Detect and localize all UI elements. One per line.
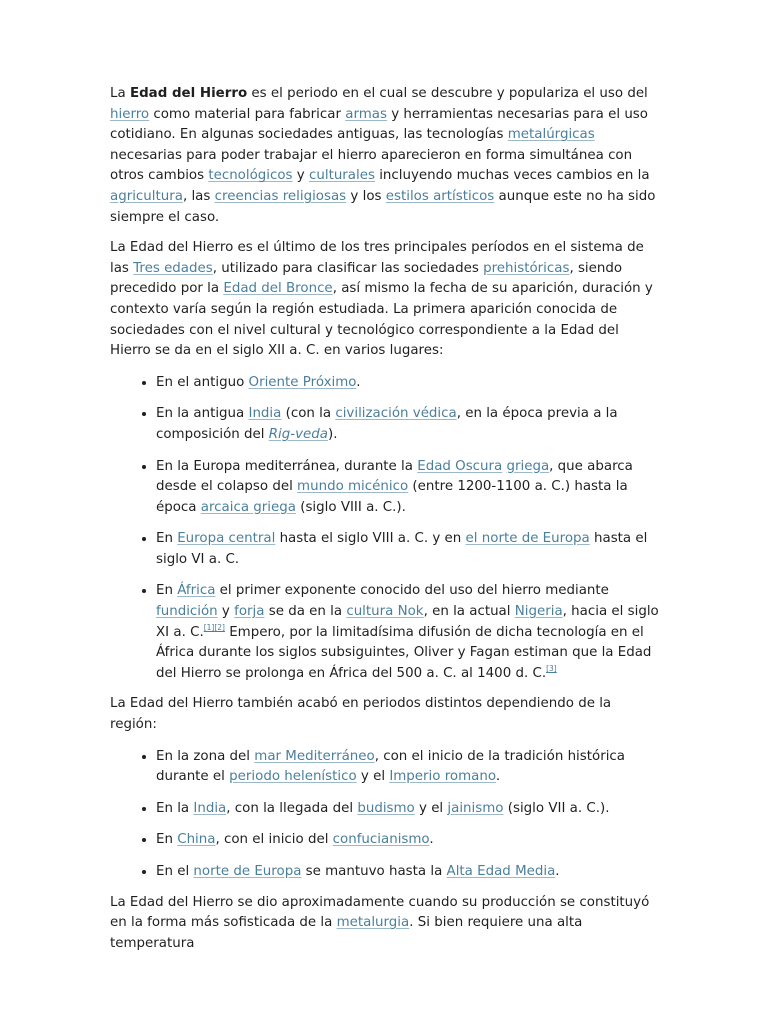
link-prehistoricas[interactable]: prehistóricas — [483, 260, 570, 276]
link-mar-mediterraneo[interactable]: mar Mediterráneo — [254, 748, 375, 764]
end-periods-paragraph: La Edad del Hierro también acabó en periodos distintos dependiendo de la región: — [110, 696, 612, 733]
text: En el antiguo — [156, 374, 249, 390]
text: hasta el siglo VIII a. C. y en — [275, 531, 466, 547]
link-forja[interactable]: forja — [234, 604, 265, 620]
text: hasta el siglo VI a. C. — [156, 531, 648, 567]
link-armas[interactable]: armas — [345, 106, 387, 122]
reference-superscript — [204, 623, 225, 632]
list-item — [156, 829, 662, 851]
text: La — [110, 86, 130, 101]
text: incluyendo muchas veces cambios en la — [374, 168, 650, 184]
list-item — [156, 580, 662, 684]
text: ). — [327, 426, 338, 442]
link-oriente-proximo[interactable]: Oriente Próximo — [248, 374, 357, 390]
link-metalurgia[interactable]: metalurgia — [336, 915, 410, 931]
text: Empero, por la limitadísima difusión de dicha tecnología en el África durante los siglos subsiguintes, Oliver y Fagan estiman que la Edad del Hierro se prolonga en África del 500 a. C. al 1400 d. C. — [156, 624, 652, 681]
link-estilos-artisticos[interactable]: estilos artísticos — [385, 188, 495, 204]
text: . — [555, 864, 560, 879]
text: aunque este no ha sido siempre el caso. — [110, 188, 656, 225]
link-griega[interactable]: griega — [506, 458, 550, 474]
link-edad-oscura[interactable]: Edad Oscura — [417, 458, 503, 474]
link-cultura-nok[interactable]: cultura Nok — [346, 604, 424, 620]
text: y los — [346, 188, 386, 204]
link-fundicion[interactable]: fundición — [156, 604, 218, 620]
link-hierro[interactable]: hierro — [110, 106, 150, 122]
link-norte-de-europa[interactable]: el norte de Europa — [465, 531, 590, 547]
link-culturales[interactable]: culturales — [309, 168, 375, 184]
text: En la — [156, 800, 194, 816]
text: , que abarca desde el colapso del — [156, 458, 633, 495]
link-periodo-helenistico[interactable]: periodo helenístico — [229, 769, 357, 785]
list-item — [156, 861, 662, 883]
text: , siendo precedido por la — [110, 260, 623, 297]
link-alta-edad-media[interactable]: Alta Edad Media — [446, 864, 556, 879]
link-confucianismo[interactable]: confucianismo — [332, 832, 430, 848]
intro-paragraph — [110, 84, 662, 228]
text: . — [429, 832, 434, 848]
article-title-bold: Edad del Hierro — [129, 86, 248, 101]
text: , hacia el siglo XI a. C. — [156, 604, 659, 640]
link-creencias-religiosas[interactable]: creencias religiosas — [214, 188, 347, 204]
link-india[interactable]: India — [193, 800, 227, 816]
text: como material para fabricar — [149, 106, 346, 122]
text: necesarias para poder trabajar el hierro aparecieron en forma simultánea con otros cambios — [110, 147, 633, 184]
link-africa[interactable]: África — [177, 583, 216, 599]
text: , con el inicio de la tradición histórica durante el — [156, 748, 625, 785]
text: La Edad del Hierro es el último de los tres principales períodos en el sistema de las — [110, 240, 644, 276]
list-item — [156, 403, 662, 445]
metallurgy-paragraph — [110, 893, 662, 955]
text: el primer exponente conocido del uso del hierro mediante — [215, 583, 609, 599]
list-item — [156, 746, 662, 788]
text: En — [156, 531, 178, 547]
reference-link-1[interactable]: [1] — [203, 622, 215, 632]
text: En — [156, 583, 178, 599]
text: y el — [414, 800, 448, 816]
link-norte-de-europa[interactable]: norte de Europa — [193, 864, 302, 879]
link-edad-del-bronce[interactable]: Edad del Bronce — [223, 281, 333, 297]
text: En el — [156, 864, 194, 879]
text: se mantuvo hasta la — [301, 864, 447, 879]
text: . Si bien requiere una alta temperatura — [110, 915, 583, 951]
text: (siglo VIII a. C.). — [295, 499, 406, 515]
text: , en la época previa a la composición del — [156, 406, 618, 442]
text: (entre 1200-1100 a. C.) hasta la época — [156, 479, 628, 515]
list-item — [156, 528, 662, 570]
link-civilizacion-vedica[interactable]: civilización védica — [335, 406, 457, 422]
link-tres-edades[interactable]: Tres edades — [133, 260, 213, 276]
link-europa-central[interactable]: Europa central — [177, 531, 276, 547]
link-china[interactable]: China — [177, 832, 216, 848]
link-rig-veda[interactable] — [269, 427, 328, 442]
reference-superscript — [546, 664, 557, 673]
link-nigeria[interactable]: Nigeria — [514, 604, 563, 620]
text: , en la actual — [423, 604, 515, 620]
text: . — [495, 769, 501, 785]
list-item — [156, 372, 662, 394]
text: es el periodo en el cual se descubre y populariza el uso del — [247, 86, 648, 101]
text: , así mismo la fecha de su aparición, duración y contexto varía según la región estudiada. La primera aparición conocida de sociedades con el nivel cultural y tecnológico correspondiente a la Edad del Hierro se da en el siglo XII a. C. en varios lugares: — [110, 281, 653, 359]
reference-link-3[interactable]: [3] — [546, 663, 557, 673]
link-tecnologicos[interactable]: tecnológicos — [208, 168, 293, 184]
text: En la antigua — [156, 406, 249, 422]
text: . — [356, 374, 361, 390]
link-arcaica-griega[interactable]: arcaica griega — [200, 499, 296, 515]
text: (siglo VII a. C.). — [503, 800, 610, 816]
list-item — [156, 798, 662, 820]
list-item — [156, 456, 662, 519]
text: En — [156, 832, 178, 848]
link-jainismo[interactable]: jainismo — [447, 800, 504, 816]
text: y — [292, 168, 309, 184]
link-metalurgicas[interactable]: metalúrgicas — [507, 127, 595, 143]
text: , utilizado para clasificar las sociedades — [212, 260, 484, 276]
link-budismo[interactable]: budismo — [357, 800, 415, 816]
link-india[interactable]: India — [248, 406, 282, 422]
text: , con el inicio del — [215, 832, 333, 848]
text: , con la llegada del — [226, 800, 358, 816]
text: (con la — [281, 406, 336, 422]
text: y el — [356, 769, 390, 785]
text: En la Europa mediterránea, durante la — [156, 458, 418, 474]
reference-link-2[interactable]: [2] — [214, 622, 225, 632]
link-mundo-micenico[interactable]: mundo micénico — [297, 479, 409, 495]
link-agricultura[interactable]: agricultura — [110, 188, 183, 204]
end-regions-list — [110, 746, 662, 883]
periods-paragraph — [110, 238, 662, 362]
text: En la zona del — [156, 748, 255, 764]
text: , las — [182, 188, 215, 204]
link-imperio-romano[interactable]: Imperio romano — [389, 769, 496, 785]
text: y herramientas necesarias para el uso cotidiano. En algunas sociedades antiguas, las tecnologías — [110, 106, 648, 143]
italic-text: Rig-veda — [268, 426, 328, 442]
article-body — [110, 84, 662, 964]
text: se da en la — [264, 604, 347, 620]
text: La Edad del Hierro se dio aproximadamente cuando su producción se constituyó en la forma más sofisticada de la — [110, 894, 650, 931]
text: y — [217, 604, 235, 620]
start-regions-list — [110, 372, 662, 685]
